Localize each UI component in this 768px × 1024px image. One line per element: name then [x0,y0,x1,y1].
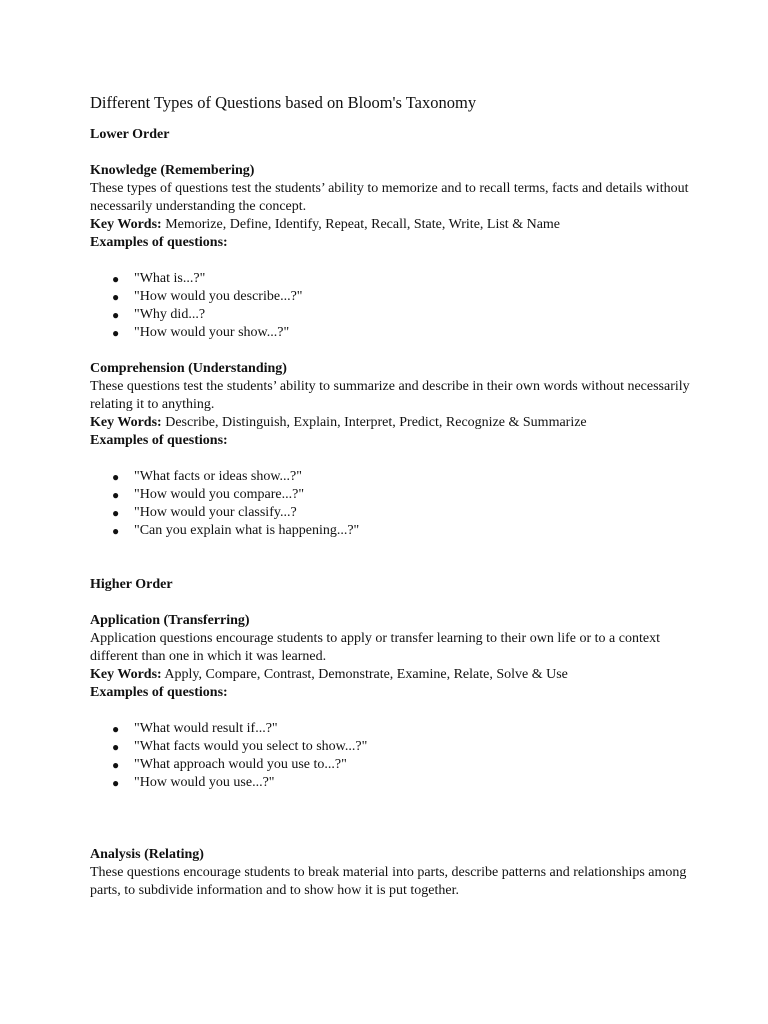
section-title: Application (Transferring) [90,613,250,628]
section-knowledge [90,162,690,342]
examples-list [90,270,690,342]
key-words-line [90,666,690,684]
document-title: Different Types of Questions based on Bloom's Taxonomy [90,93,477,112]
examples-label: Examples of questions: [90,235,228,250]
bullet-icon: ● [112,776,120,790]
key-words-line [90,414,690,432]
bullet-icon: ● [112,308,120,322]
section-title: Comprehension (Understanding) [90,361,287,376]
lower-order-heading: Lower Order [90,127,170,142]
list-item: ● "What would result if...?" [112,721,278,736]
section-title: Analysis (Relating) [90,847,204,862]
bullet-icon: ● [112,488,120,502]
bullet-icon: ● [112,758,120,772]
examples-list [90,468,690,540]
bullet-icon: ● [112,722,120,736]
list-item: ● "What facts or ideas show...?" [112,469,302,484]
bullet-icon: ● [112,326,120,340]
section-description: These types of questions test the students’ ability to memorize and to recall terms, facts and details without necessarily understanding the concept. [90,181,689,214]
key-words-values: Memorize, Define, Identify, Repeat, Recall, State, Write, List & Name [161,217,561,232]
section-description: Application questions encourage students to apply or transfer learning to their own life or to a context different than one in which it was learned. [90,631,660,664]
list-item: ● "What is...?" [112,271,206,286]
key-words-label: Key Words: [90,667,162,682]
list-item: ● "Can you explain what is happening...?" [112,523,360,538]
examples-label: Examples of questions: [90,685,228,700]
list-item: ● "How would your classify...? [112,505,297,520]
bullet-icon: ● [112,290,120,304]
examples-list [90,720,690,792]
section-description: These questions test the students’ ability to summarize and describe in their own words without necessarily relating it to anything. [90,379,690,412]
list-item: ● "Why did...? [112,307,206,322]
key-words-line [90,216,690,234]
list-item: ● "What facts would you select to show...?" [112,739,368,754]
key-words-label: Key Words: [90,415,162,430]
higher-order-heading: Higher Order [90,577,173,592]
section-description: These questions encourage students to break material into parts, describe patterns and relationships among parts, to subdivide information and to show how it is put together. [90,865,687,898]
section-title: Knowledge (Remembering) [90,163,255,178]
document-page [90,92,690,900]
key-words-values: Apply, Compare, Contrast, Demonstrate, Examine, Relate, Solve & Use [161,667,568,682]
key-words-label: Key Words: [90,217,162,232]
section-comprehension [90,360,690,540]
list-item: ● "How would your show...?" [112,325,290,340]
bullet-icon: ● [112,524,120,538]
bullet-icon: ● [112,506,120,520]
list-item: ● "How would you describe...?" [112,289,303,304]
bullet-icon: ● [112,740,120,754]
section-analysis [90,846,690,900]
key-words-values: Describe, Distinguish, Explain, Interpret, Predict, Recognize & Summarize [161,415,587,430]
examples-label: Examples of questions: [90,433,228,448]
bullet-icon: ● [112,272,120,286]
list-item: ● "What approach would you use to...?" [112,757,347,772]
bullet-icon: ● [112,470,120,484]
list-item: ● "How would you use...?" [112,775,275,790]
list-item: ● "How would you compare...?" [112,487,305,502]
section-application [90,612,690,792]
